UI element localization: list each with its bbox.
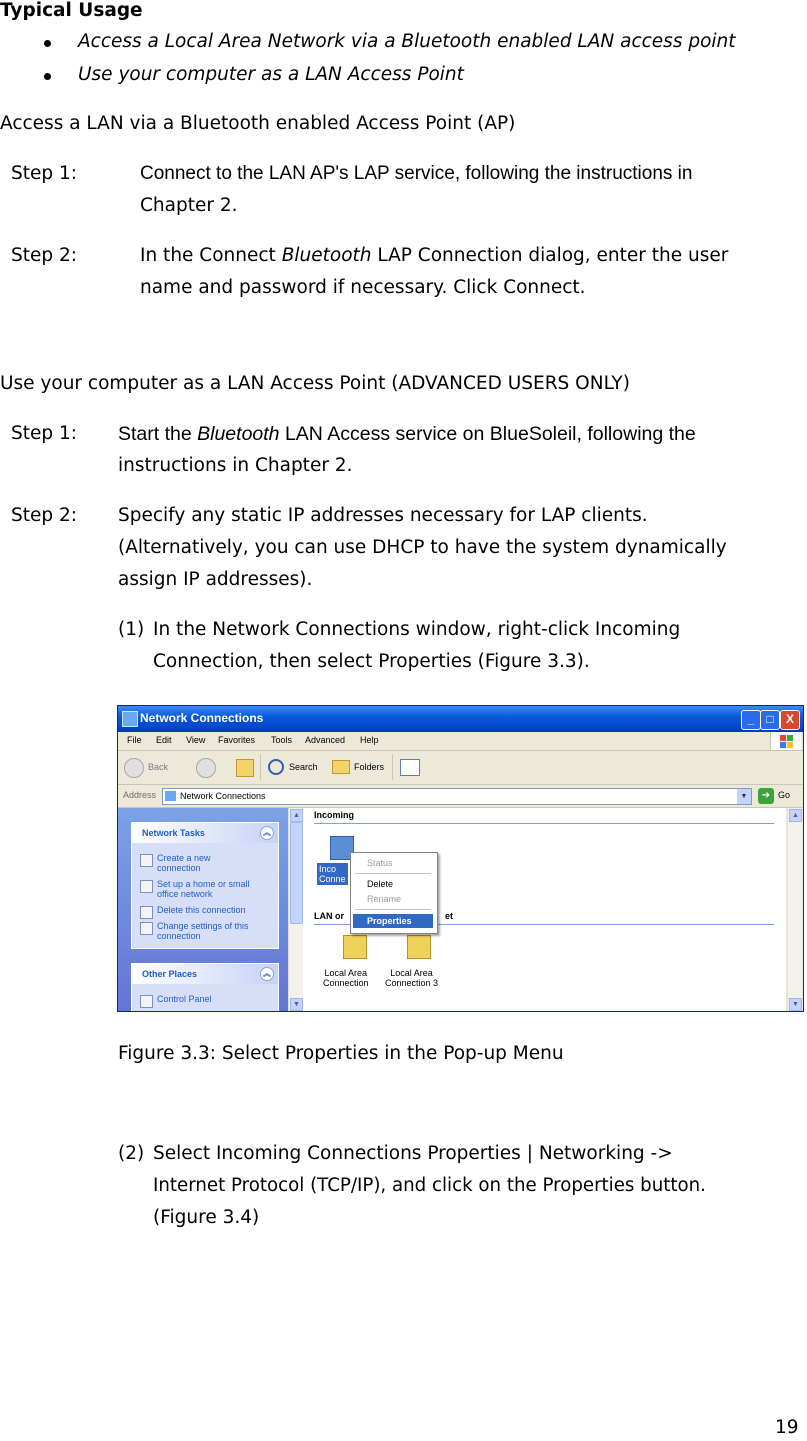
maximize-button[interactable]: □ [760,710,780,730]
menu-item-properties[interactable]: Properties [353,914,433,928]
network-tasks-panel: Network Tasks ︽ Create a new connection Set up a home or small office network Delete this connection Change settings of this connection [131,822,279,949]
menu-item-status: Status [367,858,393,868]
back-button[interactable]: Back [124,757,174,777]
menu-edit[interactable]: Edit [156,735,172,745]
local-area-connection-3-label[interactable]: Local Area Connection 3 [385,968,439,988]
back-arrow-icon [124,758,144,778]
part2-heading: Use your computer as a LAN Access Point (ADVANCED USERS ONLY) [0,373,630,394]
substep-text: Select Incoming Connections Properties | Networking -> [153,1143,673,1164]
menu-view[interactable]: View [186,735,206,745]
context-menu [350,852,438,934]
scroll-thumb[interactable] [290,822,303,924]
step-label: Step 1: [11,423,78,444]
scroll-up-icon[interactable]: ▲ [789,809,802,822]
step-text: Start the Bluetooth LAN Access service on BlueSoleil, following the [118,423,696,445]
incoming-connection-label[interactable]: Inco Conne [319,864,346,884]
menu-bar [118,732,803,751]
views-icon[interactable] [400,759,420,776]
substep-number: (1) [118,619,145,640]
step-label: Step 1: [11,163,78,184]
step-text: In the Connect Bluetooth LAP Connection dialog, enter the user [140,245,729,266]
menu-file[interactable]: File [127,735,142,745]
local-area-connection-label[interactable]: Local Area Connection [323,968,369,988]
substep-text: In the Network Connections window, right-click Incoming [153,619,681,640]
lan-connection-icon[interactable] [343,935,367,959]
bullet-item: Access a Local Area Network via a Bluetooth enabled LAN access point [78,31,736,52]
home-network-icon [140,880,153,893]
minimize-button[interactable]: _ [741,710,761,730]
new-connection-icon [140,854,153,867]
menu-favorites[interactable]: Favorites [218,735,256,745]
content-scrollbar[interactable] [787,808,802,1011]
step-text: name and password if necessary. Click Connect. [140,277,586,298]
substep-text: Internet Protocol (TCP/IP), and click on the Properties button. [153,1175,706,1196]
group-divider [314,823,774,824]
step-text: assign IP addresses). [118,569,313,590]
menu-separator [355,873,431,874]
connections-pane [303,808,786,1011]
menu-tools[interactable]: Tools [271,735,293,745]
network-folder-icon [165,791,176,801]
menu-help[interactable]: Help [360,735,379,745]
step-label: Step 2: [11,505,78,526]
toolbar [118,751,803,785]
task-pane [118,808,288,1011]
network-folder-icon [122,711,138,727]
section-title: Typical Usage [0,0,143,21]
toolbar-divider [392,754,393,780]
group-lan: LAN or [314,911,344,921]
settings-icon [140,922,153,935]
step-text: Chapter 2. [140,195,238,216]
step-label: Step 2: [11,245,78,266]
menu-item-delete[interactable]: Delete [367,879,394,889]
other-places-header[interactable]: Other Places ︽ [132,964,278,984]
figure-screenshot [117,705,804,1012]
part1-heading: Access a LAN via a Bluetooth enabled Access Point (AP) [0,113,516,134]
page-number: 19 [775,1417,799,1438]
task-pane-scrollbar[interactable] [288,808,303,1011]
substep-text: (Figure 3.4) [153,1207,260,1228]
search-button[interactable]: Search [268,757,328,777]
folders-icon [332,760,350,774]
group-lan-suffix: et [445,911,454,921]
lan-connection-icon[interactable] [407,935,431,959]
collapse-icon[interactable]: ︽ [260,967,274,981]
step-text: Connect to the LAN AP's LAP service, following the instructions in [140,163,693,184]
toolbar-divider [260,754,261,780]
folders-button[interactable]: Folders [332,757,392,777]
figure-caption: Figure 3.3: Select Properties in the Pop-up Menu [118,1043,564,1064]
scroll-down-icon[interactable]: ▼ [290,998,303,1011]
go-label[interactable]: Go [778,790,791,800]
menu-item-rename: Rename [367,894,402,904]
dropdown-arrow-icon[interactable]: ▼ [737,789,751,804]
close-button[interactable]: X [780,710,800,730]
address-input[interactable]: Network Connections ▼ [162,788,752,805]
step-text: (Alternatively, you can use DHCP to have the system dynamically [118,537,727,558]
windows-logo-icon [770,732,801,750]
forward-arrow-icon[interactable] [196,758,216,778]
address-bar [118,785,803,808]
substep-text: Connection, then select Properties (Figure 3.3). [153,651,590,672]
control-panel-icon [140,995,153,1008]
other-places-panel: Other Places ︽ Control Panel [131,963,279,1012]
menu-separator [355,909,431,910]
bullet-dot [44,73,51,80]
collapse-icon[interactable]: ︽ [260,826,274,840]
up-folder-icon[interactable] [236,759,254,777]
address-label: Address [123,790,157,800]
search-icon [268,759,284,775]
step-text: Specify any static IP addresses necessary for LAP clients. [118,505,648,526]
window-titlebar [118,706,803,732]
scroll-down-icon[interactable]: ▼ [789,998,802,1011]
bullet-dot [44,40,51,47]
bullet-item: Use your computer as a LAN Access Point [78,64,464,85]
step-text: instructions in Chapter 2. [118,455,353,476]
go-arrow-icon[interactable]: ➔ [758,788,774,804]
network-tasks-header[interactable]: Network Tasks ︽ [132,823,278,843]
substep-number: (2) [118,1143,145,1164]
delete-icon [140,906,153,919]
scroll-up-icon[interactable]: ▲ [290,809,303,822]
group-incoming: Incoming [314,810,354,820]
window-title: Network Connections [140,711,264,725]
menu-advanced[interactable]: Advanced [305,735,346,745]
